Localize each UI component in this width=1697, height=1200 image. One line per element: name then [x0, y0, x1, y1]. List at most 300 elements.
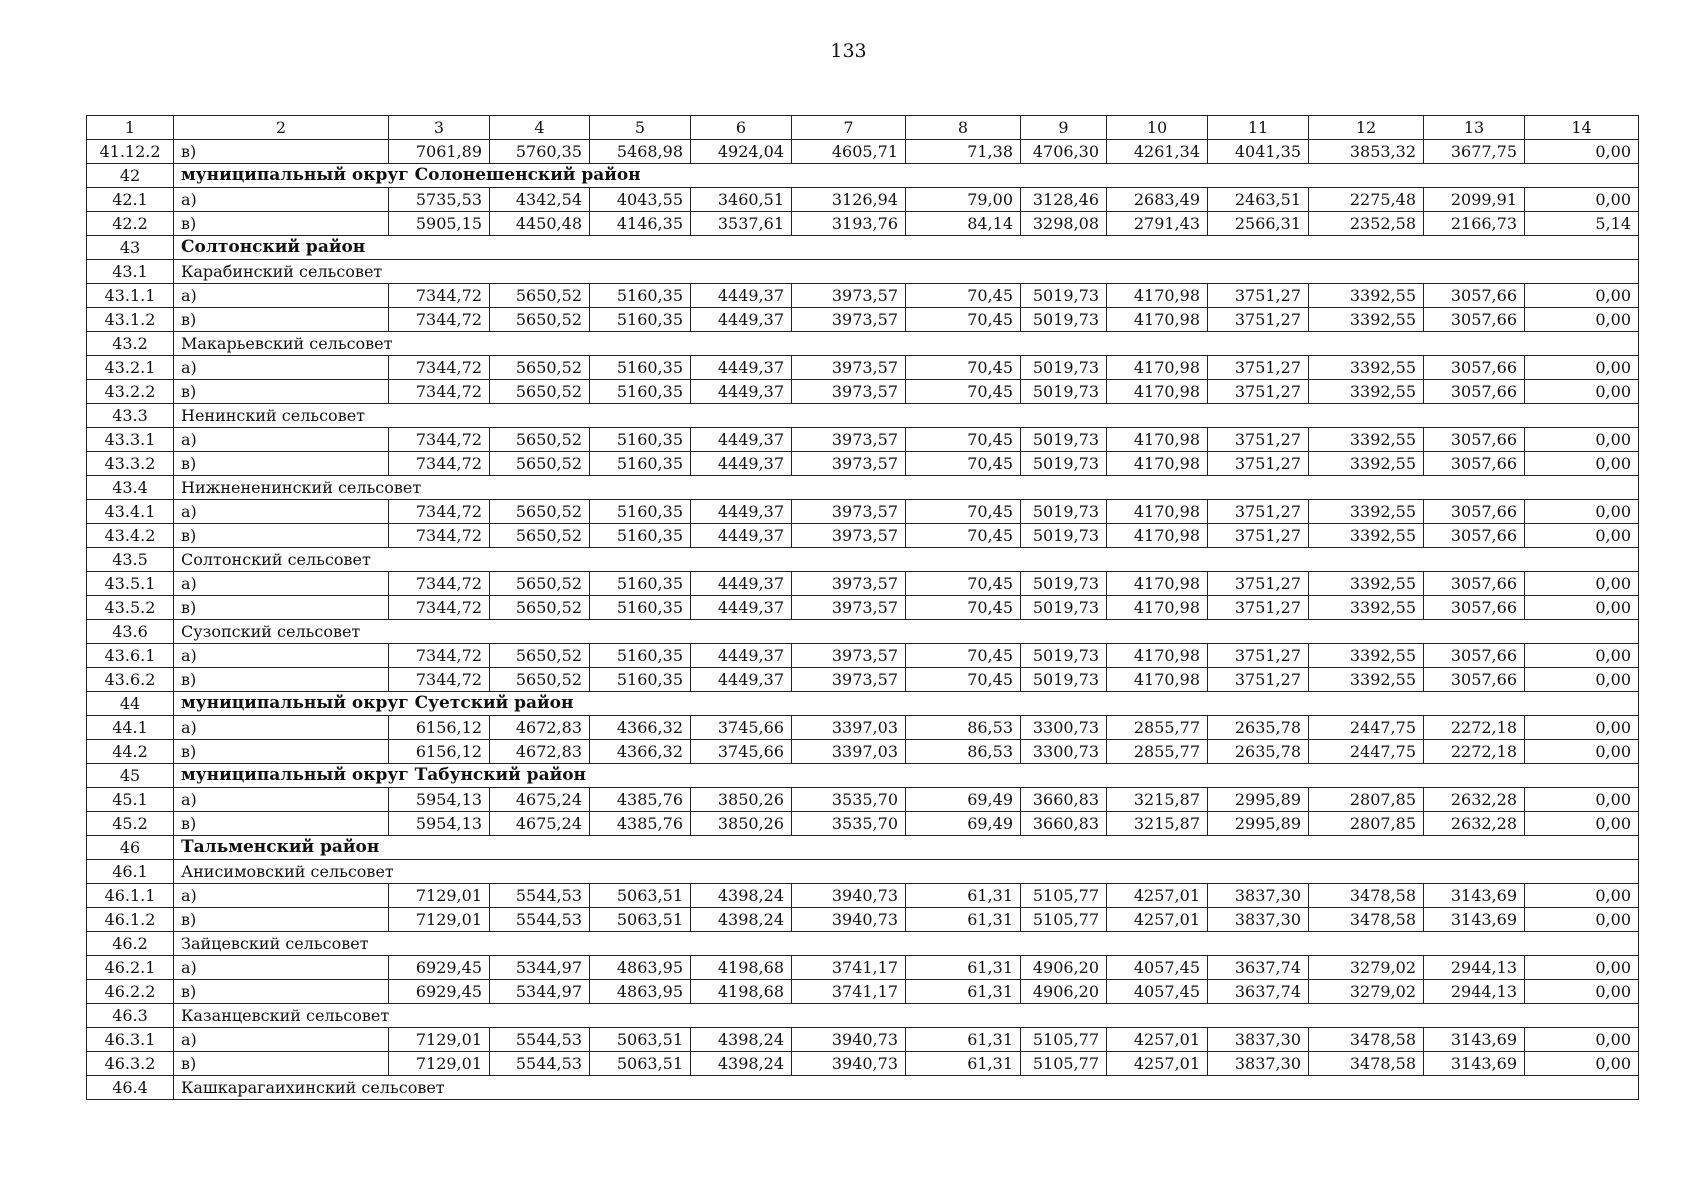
table-row	[87, 980, 1639, 1004]
value-cell: 3193,76	[792, 212, 906, 236]
subsection-header-row	[87, 620, 1639, 644]
value-cell: 3660,83	[1021, 812, 1107, 836]
value-cell: 3392,55	[1309, 572, 1424, 596]
value-cell: 3298,08	[1021, 212, 1107, 236]
table-row	[87, 812, 1639, 836]
value-cell: 0,00	[1525, 812, 1639, 836]
value-cell: 70,45	[906, 572, 1021, 596]
subsection-header-row	[87, 1004, 1639, 1028]
value-cell: 0,00	[1525, 428, 1639, 452]
row-number: 41.12.2	[87, 140, 174, 164]
row-label: а)	[174, 884, 389, 908]
value-cell: 3300,73	[1021, 716, 1107, 740]
value-cell: 4449,37	[691, 500, 792, 524]
value-cell: 4043,55	[590, 188, 691, 212]
table-body	[87, 116, 1639, 1100]
value-cell: 86,53	[906, 716, 1021, 740]
value-cell: 5063,51	[590, 908, 691, 932]
value-cell: 4924,04	[691, 140, 792, 164]
value-cell: 0,00	[1525, 500, 1639, 524]
value-cell: 4257,01	[1107, 1028, 1208, 1052]
row-number: 45.1	[87, 788, 174, 812]
value-cell: 7344,72	[389, 308, 490, 332]
value-cell: 3478,58	[1309, 1052, 1424, 1076]
value-cell: 3128,46	[1021, 188, 1107, 212]
value-cell: 3057,66	[1424, 380, 1525, 404]
value-cell: 2855,77	[1107, 740, 1208, 764]
value-cell: 3973,57	[792, 500, 906, 524]
value-cell: 4398,24	[691, 908, 792, 932]
value-cell: 3973,57	[792, 428, 906, 452]
value-cell: 6156,12	[389, 716, 490, 740]
value-cell: 5160,35	[590, 284, 691, 308]
value-cell: 2447,75	[1309, 740, 1424, 764]
value-cell: 5735,53	[389, 188, 490, 212]
value-cell: 3057,66	[1424, 428, 1525, 452]
value-cell: 4170,98	[1107, 308, 1208, 332]
header-row	[87, 116, 1639, 140]
section-title: Макарьевский сельсовет	[174, 332, 1639, 356]
value-cell: 7344,72	[389, 668, 490, 692]
value-cell: 5160,35	[590, 380, 691, 404]
value-cell: 5954,13	[389, 812, 490, 836]
section-title: Зайцевский сельсовет	[174, 932, 1639, 956]
value-cell: 0,00	[1525, 572, 1639, 596]
value-cell: 4170,98	[1107, 524, 1208, 548]
value-cell: 5019,73	[1021, 428, 1107, 452]
value-cell: 3460,51	[691, 188, 792, 212]
value-cell: 5019,73	[1021, 284, 1107, 308]
value-cell: 2166,73	[1424, 212, 1525, 236]
value-cell: 0,00	[1525, 380, 1639, 404]
value-cell: 3279,02	[1309, 956, 1424, 980]
value-cell: 3973,57	[792, 284, 906, 308]
table-row	[87, 380, 1639, 404]
value-cell: 0,00	[1525, 980, 1639, 1004]
value-cell: 3392,55	[1309, 524, 1424, 548]
value-cell: 5544,53	[490, 908, 590, 932]
table-row	[87, 908, 1639, 932]
value-cell: 2807,85	[1309, 788, 1424, 812]
value-cell: 2272,18	[1424, 740, 1525, 764]
value-cell: 5160,35	[590, 308, 691, 332]
value-cell: 70,45	[906, 644, 1021, 668]
value-cell: 7344,72	[389, 428, 490, 452]
row-label: в)	[174, 452, 389, 476]
value-cell: 4366,32	[590, 740, 691, 764]
value-cell: 5019,73	[1021, 668, 1107, 692]
section-title: муниципальный округ Табунский район	[174, 764, 1639, 788]
row-label: а)	[174, 956, 389, 980]
value-cell: 3057,66	[1424, 284, 1525, 308]
value-cell: 4398,24	[691, 1028, 792, 1052]
value-cell: 3057,66	[1424, 644, 1525, 668]
subsection-header-row	[87, 1076, 1639, 1100]
section-number: 42	[87, 164, 174, 188]
value-cell: 3057,66	[1424, 572, 1525, 596]
value-cell: 61,31	[906, 884, 1021, 908]
section-number: 43.4	[87, 476, 174, 500]
value-cell: 5954,13	[389, 788, 490, 812]
subsection-header-row	[87, 476, 1639, 500]
value-cell: 3973,57	[792, 356, 906, 380]
value-cell: 3850,26	[691, 812, 792, 836]
tariff-table	[86, 115, 1639, 1100]
table-row	[87, 500, 1639, 524]
value-cell: 4170,98	[1107, 428, 1208, 452]
value-cell: 5650,52	[490, 644, 590, 668]
value-cell: 3973,57	[792, 452, 906, 476]
section-number: 46.2	[87, 932, 174, 956]
value-cell: 5650,52	[490, 428, 590, 452]
value-cell: 5019,73	[1021, 524, 1107, 548]
value-cell: 2272,18	[1424, 716, 1525, 740]
value-cell: 4398,24	[691, 884, 792, 908]
value-cell: 4170,98	[1107, 356, 1208, 380]
value-cell: 70,45	[906, 308, 1021, 332]
column-header: 12	[1309, 116, 1424, 140]
value-cell: 4041,35	[1208, 140, 1309, 164]
value-cell: 79,00	[906, 188, 1021, 212]
value-cell: 4170,98	[1107, 284, 1208, 308]
value-cell: 3057,66	[1424, 524, 1525, 548]
value-cell: 5760,35	[490, 140, 590, 164]
row-number: 43.4.2	[87, 524, 174, 548]
value-cell: 7344,72	[389, 572, 490, 596]
table-row	[87, 284, 1639, 308]
value-cell: 0,00	[1525, 668, 1639, 692]
column-header: 10	[1107, 116, 1208, 140]
value-cell: 61,31	[906, 1028, 1021, 1052]
section-number: 43.6	[87, 620, 174, 644]
value-cell: 5160,35	[590, 596, 691, 620]
value-cell: 4257,01	[1107, 1052, 1208, 1076]
value-cell: 3751,27	[1208, 380, 1309, 404]
value-cell: 3637,74	[1208, 956, 1309, 980]
value-cell: 3057,66	[1424, 308, 1525, 332]
subsection-header-row	[87, 260, 1639, 284]
value-cell: 3741,17	[792, 956, 906, 980]
value-cell: 7344,72	[389, 380, 490, 404]
section-number: 43.5	[87, 548, 174, 572]
value-cell: 5105,77	[1021, 884, 1107, 908]
row-number: 43.1.1	[87, 284, 174, 308]
value-cell: 5105,77	[1021, 1052, 1107, 1076]
value-cell: 4672,83	[490, 740, 590, 764]
column-header: 14	[1525, 116, 1639, 140]
value-cell: 3143,69	[1424, 1052, 1525, 1076]
value-cell: 61,31	[906, 908, 1021, 932]
row-label: в)	[174, 212, 389, 236]
value-cell: 5063,51	[590, 1052, 691, 1076]
value-cell: 5,14	[1525, 212, 1639, 236]
section-number: 46.1	[87, 860, 174, 884]
value-cell: 5019,73	[1021, 500, 1107, 524]
value-cell: 5160,35	[590, 572, 691, 596]
row-label: а)	[174, 716, 389, 740]
value-cell: 69,49	[906, 788, 1021, 812]
column-header: 2	[174, 116, 389, 140]
value-cell: 2635,78	[1208, 716, 1309, 740]
value-cell: 4449,37	[691, 308, 792, 332]
value-cell: 7061,89	[389, 140, 490, 164]
column-header: 13	[1424, 116, 1525, 140]
value-cell: 7344,72	[389, 500, 490, 524]
value-cell: 2352,58	[1309, 212, 1424, 236]
value-cell: 4863,95	[590, 956, 691, 980]
value-cell: 7344,72	[389, 356, 490, 380]
value-cell: 3392,55	[1309, 500, 1424, 524]
value-cell: 69,49	[906, 812, 1021, 836]
value-cell: 2944,13	[1424, 956, 1525, 980]
row-label: в)	[174, 1052, 389, 1076]
table-row	[87, 644, 1639, 668]
value-cell: 5160,35	[590, 428, 691, 452]
table-row	[87, 956, 1639, 980]
value-cell: 61,31	[906, 1052, 1021, 1076]
value-cell: 0,00	[1525, 1052, 1639, 1076]
row-number: 43.3.1	[87, 428, 174, 452]
section-title: Тальменский район	[174, 836, 1639, 860]
value-cell: 3057,66	[1424, 596, 1525, 620]
value-cell: 0,00	[1525, 644, 1639, 668]
table-row	[87, 308, 1639, 332]
value-cell: 2995,89	[1208, 812, 1309, 836]
row-label: а)	[174, 572, 389, 596]
value-cell: 3741,17	[792, 980, 906, 1004]
row-number: 43.5.1	[87, 572, 174, 596]
value-cell: 0,00	[1525, 596, 1639, 620]
value-cell: 4449,37	[691, 572, 792, 596]
value-cell: 7344,72	[389, 284, 490, 308]
value-cell: 4449,37	[691, 524, 792, 548]
value-cell: 3853,32	[1309, 140, 1424, 164]
column-header: 11	[1208, 116, 1309, 140]
value-cell: 3973,57	[792, 308, 906, 332]
value-cell: 4257,01	[1107, 908, 1208, 932]
value-cell: 5344,97	[490, 956, 590, 980]
value-cell: 70,45	[906, 380, 1021, 404]
value-cell: 3973,57	[792, 644, 906, 668]
row-number: 46.1.1	[87, 884, 174, 908]
table-row	[87, 140, 1639, 164]
value-cell: 5650,52	[490, 596, 590, 620]
column-header: 9	[1021, 116, 1107, 140]
value-cell: 4198,68	[691, 980, 792, 1004]
value-cell: 3300,73	[1021, 740, 1107, 764]
value-cell: 5650,52	[490, 308, 590, 332]
value-cell: 71,38	[906, 140, 1021, 164]
row-label: а)	[174, 356, 389, 380]
value-cell: 4385,76	[590, 788, 691, 812]
value-cell: 2855,77	[1107, 716, 1208, 740]
row-label: в)	[174, 140, 389, 164]
value-cell: 4449,37	[691, 380, 792, 404]
value-cell: 3660,83	[1021, 788, 1107, 812]
row-number: 46.2.1	[87, 956, 174, 980]
value-cell: 0,00	[1525, 524, 1639, 548]
row-number: 43.6.2	[87, 668, 174, 692]
section-number: 43	[87, 236, 174, 260]
section-number: 43.1	[87, 260, 174, 284]
row-number: 46.3.2	[87, 1052, 174, 1076]
row-number: 45.2	[87, 812, 174, 836]
value-cell: 4385,76	[590, 812, 691, 836]
value-cell: 3745,66	[691, 740, 792, 764]
value-cell: 4449,37	[691, 596, 792, 620]
table-row	[87, 668, 1639, 692]
value-cell: 0,00	[1525, 956, 1639, 980]
value-cell: 4398,24	[691, 1052, 792, 1076]
section-title: Казанцевский сельсовет	[174, 1004, 1639, 1028]
value-cell: 86,53	[906, 740, 1021, 764]
value-cell: 4146,35	[590, 212, 691, 236]
value-cell: 7129,01	[389, 1028, 490, 1052]
row-label: а)	[174, 500, 389, 524]
subsection-header-row	[87, 860, 1639, 884]
value-cell: 0,00	[1525, 908, 1639, 932]
section-title: Солтонский район	[174, 236, 1639, 260]
value-cell: 5544,53	[490, 1028, 590, 1052]
value-cell: 3392,55	[1309, 356, 1424, 380]
value-cell: 3751,27	[1208, 452, 1309, 476]
section-header-row	[87, 236, 1639, 260]
value-cell: 5650,52	[490, 524, 590, 548]
value-cell: 3478,58	[1309, 908, 1424, 932]
value-cell: 3057,66	[1424, 668, 1525, 692]
value-cell: 3751,27	[1208, 356, 1309, 380]
value-cell: 5650,52	[490, 500, 590, 524]
column-header: 4	[490, 116, 590, 140]
value-cell: 5019,73	[1021, 452, 1107, 476]
value-cell: 3215,87	[1107, 788, 1208, 812]
value-cell: 3751,27	[1208, 572, 1309, 596]
table-row	[87, 884, 1639, 908]
value-cell: 3850,26	[691, 788, 792, 812]
value-cell: 70,45	[906, 500, 1021, 524]
value-cell: 3940,73	[792, 1052, 906, 1076]
value-cell: 3751,27	[1208, 428, 1309, 452]
value-cell: 3537,61	[691, 212, 792, 236]
value-cell: 3397,03	[792, 740, 906, 764]
section-title: Карабинский сельсовет	[174, 260, 1639, 284]
value-cell: 70,45	[906, 668, 1021, 692]
value-cell: 4906,20	[1021, 980, 1107, 1004]
value-cell: 5019,73	[1021, 644, 1107, 668]
value-cell: 5650,52	[490, 284, 590, 308]
value-cell: 5063,51	[590, 1028, 691, 1052]
value-cell: 3535,70	[792, 812, 906, 836]
section-title: муниципальный округ Суетский район	[174, 692, 1639, 716]
section-number: 43.3	[87, 404, 174, 428]
table-row	[87, 428, 1639, 452]
table-row	[87, 572, 1639, 596]
value-cell: 4449,37	[691, 428, 792, 452]
value-cell: 3751,27	[1208, 524, 1309, 548]
value-cell: 0,00	[1525, 452, 1639, 476]
value-cell: 2807,85	[1309, 812, 1424, 836]
value-cell: 2791,43	[1107, 212, 1208, 236]
table-row	[87, 452, 1639, 476]
value-cell: 4449,37	[691, 644, 792, 668]
value-cell: 3279,02	[1309, 980, 1424, 1004]
value-cell: 5650,52	[490, 356, 590, 380]
column-header: 5	[590, 116, 691, 140]
value-cell: 3973,57	[792, 380, 906, 404]
value-cell: 0,00	[1525, 884, 1639, 908]
row-number: 43.5.2	[87, 596, 174, 620]
value-cell: 4170,98	[1107, 380, 1208, 404]
value-cell: 5650,52	[490, 572, 590, 596]
subsection-header-row	[87, 932, 1639, 956]
value-cell: 70,45	[906, 452, 1021, 476]
section-title: Ненинский сельсовет	[174, 404, 1639, 428]
value-cell: 4257,01	[1107, 884, 1208, 908]
row-label: а)	[174, 428, 389, 452]
value-cell: 3940,73	[792, 908, 906, 932]
row-label: в)	[174, 596, 389, 620]
value-cell: 5105,77	[1021, 1028, 1107, 1052]
value-cell: 3837,30	[1208, 908, 1309, 932]
row-label: в)	[174, 668, 389, 692]
section-header-row	[87, 692, 1639, 716]
value-cell: 70,45	[906, 428, 1021, 452]
value-cell: 7344,72	[389, 452, 490, 476]
value-cell: 0,00	[1525, 1028, 1639, 1052]
value-cell: 3126,94	[792, 188, 906, 212]
value-cell: 3837,30	[1208, 1028, 1309, 1052]
value-cell: 2463,51	[1208, 188, 1309, 212]
value-cell: 0,00	[1525, 284, 1639, 308]
value-cell: 0,00	[1525, 356, 1639, 380]
value-cell: 5160,35	[590, 524, 691, 548]
row-label: в)	[174, 524, 389, 548]
value-cell: 7129,01	[389, 908, 490, 932]
value-cell: 3837,30	[1208, 884, 1309, 908]
page-number: 133	[830, 40, 867, 62]
value-cell: 5019,73	[1021, 380, 1107, 404]
value-cell: 3057,66	[1424, 356, 1525, 380]
value-cell: 4170,98	[1107, 596, 1208, 620]
value-cell: 3478,58	[1309, 884, 1424, 908]
value-cell: 3751,27	[1208, 284, 1309, 308]
row-number: 43.2.1	[87, 356, 174, 380]
value-cell: 5105,77	[1021, 908, 1107, 932]
value-cell: 6156,12	[389, 740, 490, 764]
value-cell: 4449,37	[691, 452, 792, 476]
value-cell: 3397,03	[792, 716, 906, 740]
value-cell: 3973,57	[792, 524, 906, 548]
value-cell: 4906,20	[1021, 956, 1107, 980]
value-cell: 5019,73	[1021, 596, 1107, 620]
value-cell: 4450,48	[490, 212, 590, 236]
value-cell: 4449,37	[691, 356, 792, 380]
table-row	[87, 1028, 1639, 1052]
row-number: 43.4.1	[87, 500, 174, 524]
value-cell: 4675,24	[490, 812, 590, 836]
value-cell: 4198,68	[691, 956, 792, 980]
value-cell: 3478,58	[1309, 1028, 1424, 1052]
value-cell: 5019,73	[1021, 572, 1107, 596]
value-cell: 2632,28	[1424, 812, 1525, 836]
value-cell: 3837,30	[1208, 1052, 1309, 1076]
value-cell: 7344,72	[389, 524, 490, 548]
value-cell: 4261,34	[1107, 140, 1208, 164]
column-header: 6	[691, 116, 792, 140]
value-cell: 5650,52	[490, 452, 590, 476]
value-cell: 2635,78	[1208, 740, 1309, 764]
value-cell: 4449,37	[691, 284, 792, 308]
